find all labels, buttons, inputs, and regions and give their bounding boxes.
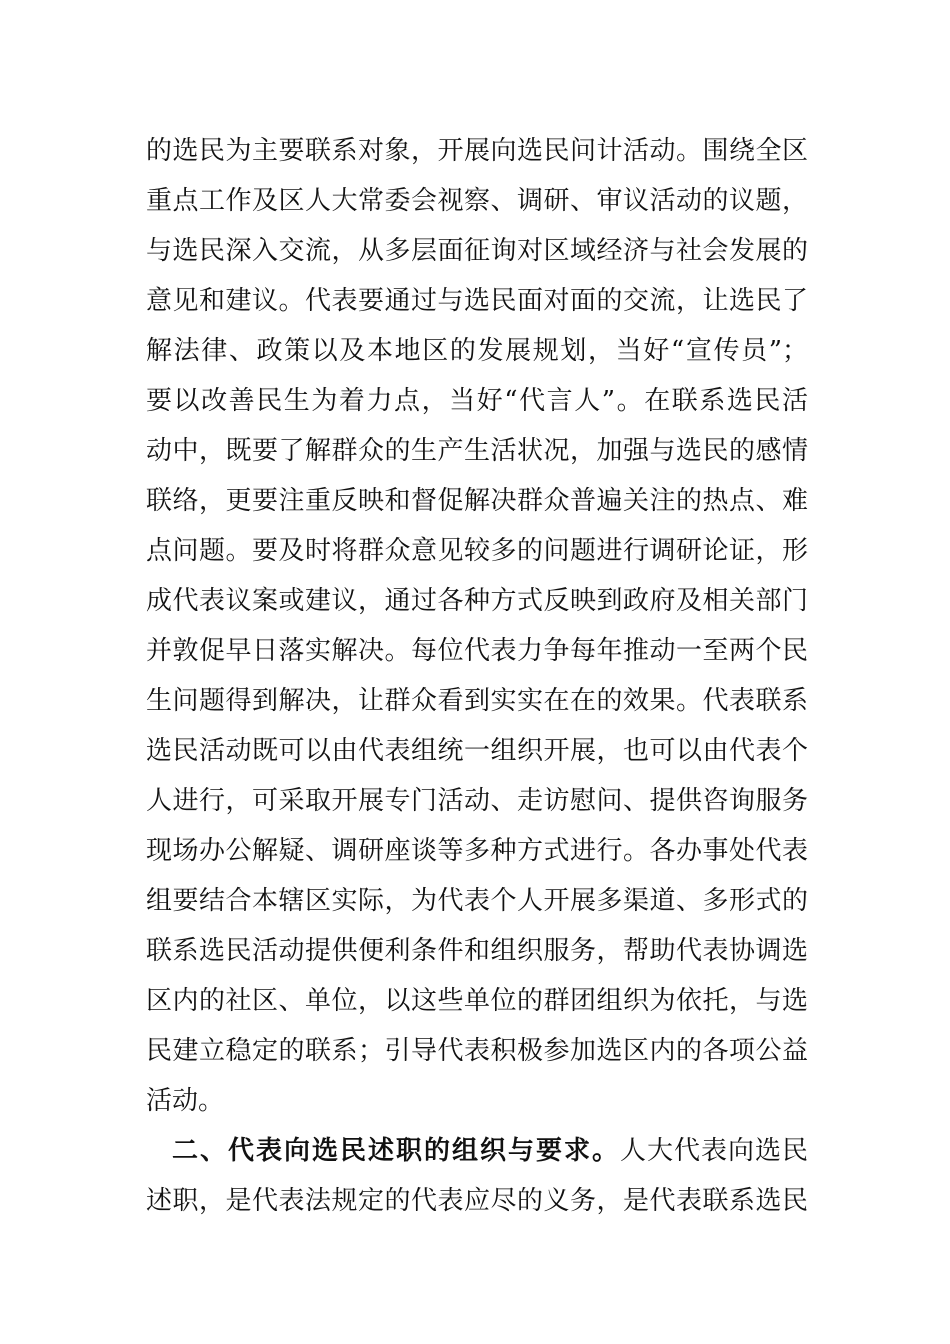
section-2 [146,1126,808,1226]
text-line: 区内的社区、单位，以这些单位的群团组织为依托，与选 [146,986,808,1016]
text-line: 现场办公解疑、调研座谈等多种方式进行。各办事处代表 [146,836,808,866]
text-line: 组要结合本辖区实际，为代表个人开展多渠道、多形式的 [146,886,808,916]
text-line: 并敦促早日落实解决。每位代表力争每年推动一至两个民 [146,636,808,666]
text-line: 选民活动既可以由代表组统一组织开展，也可以由代表个 [146,736,808,766]
text-line: 联络，更要注重反映和督促解决群众普遍关注的热点、难 [146,486,808,516]
text-line: 动中，既要了解群众的生产生活状况，加强与选民的感情 [146,436,808,466]
text-line: 要以改善民生为着力点，当好“代言人”。在联系选民活 [146,386,808,416]
section-intro-text: 人大代表向选民 [619,1136,808,1166]
text-line: 点问题。要及时将群众意见较多的问题进行调研论证，形 [146,536,808,566]
document-body [146,126,808,1226]
text-line: 民建立稳定的联系；引导代表积极参加选区内的各项公益 [146,1036,808,1066]
text-line: 联系选民活动提供便利条件和组织服务，帮助代表协调选 [146,936,808,966]
text-line: 解法律、政策以及本地区的发展规划，当好“宣传员”； [146,336,808,366]
text-line: 人进行，可采取开展专门活动、走访慰问、提供咨询服务 [146,786,808,816]
section-heading: 二、代表向选民述职的组织与要求。 [172,1136,620,1166]
text-line: 意见和建议。代表要通过与选民面对面的交流，让选民了 [146,286,808,316]
text-line: 重点工作及区人大常委会视察、调研、审议活动的议题， [146,186,808,216]
text-line: 与选民深入交流，从多层面征询对区域经济与社会发展的 [146,236,808,266]
text-line: 的选民为主要联系对象，开展向选民问计活动。围绕全区 [146,136,808,166]
text-line: 活动。 [146,1086,225,1116]
paragraph-1 [146,126,808,1126]
text-line: 述职，是代表法规定的代表应尽的义务，是代表联系选民 [146,1186,808,1216]
text-line: 成代表议案或建议，通过各种方式反映到政府及相关部门 [146,586,808,616]
section-heading-line [146,1126,808,1176]
text-line: 生问题得到解决，让群众看到实实在在的效果。代表联系 [146,686,808,716]
